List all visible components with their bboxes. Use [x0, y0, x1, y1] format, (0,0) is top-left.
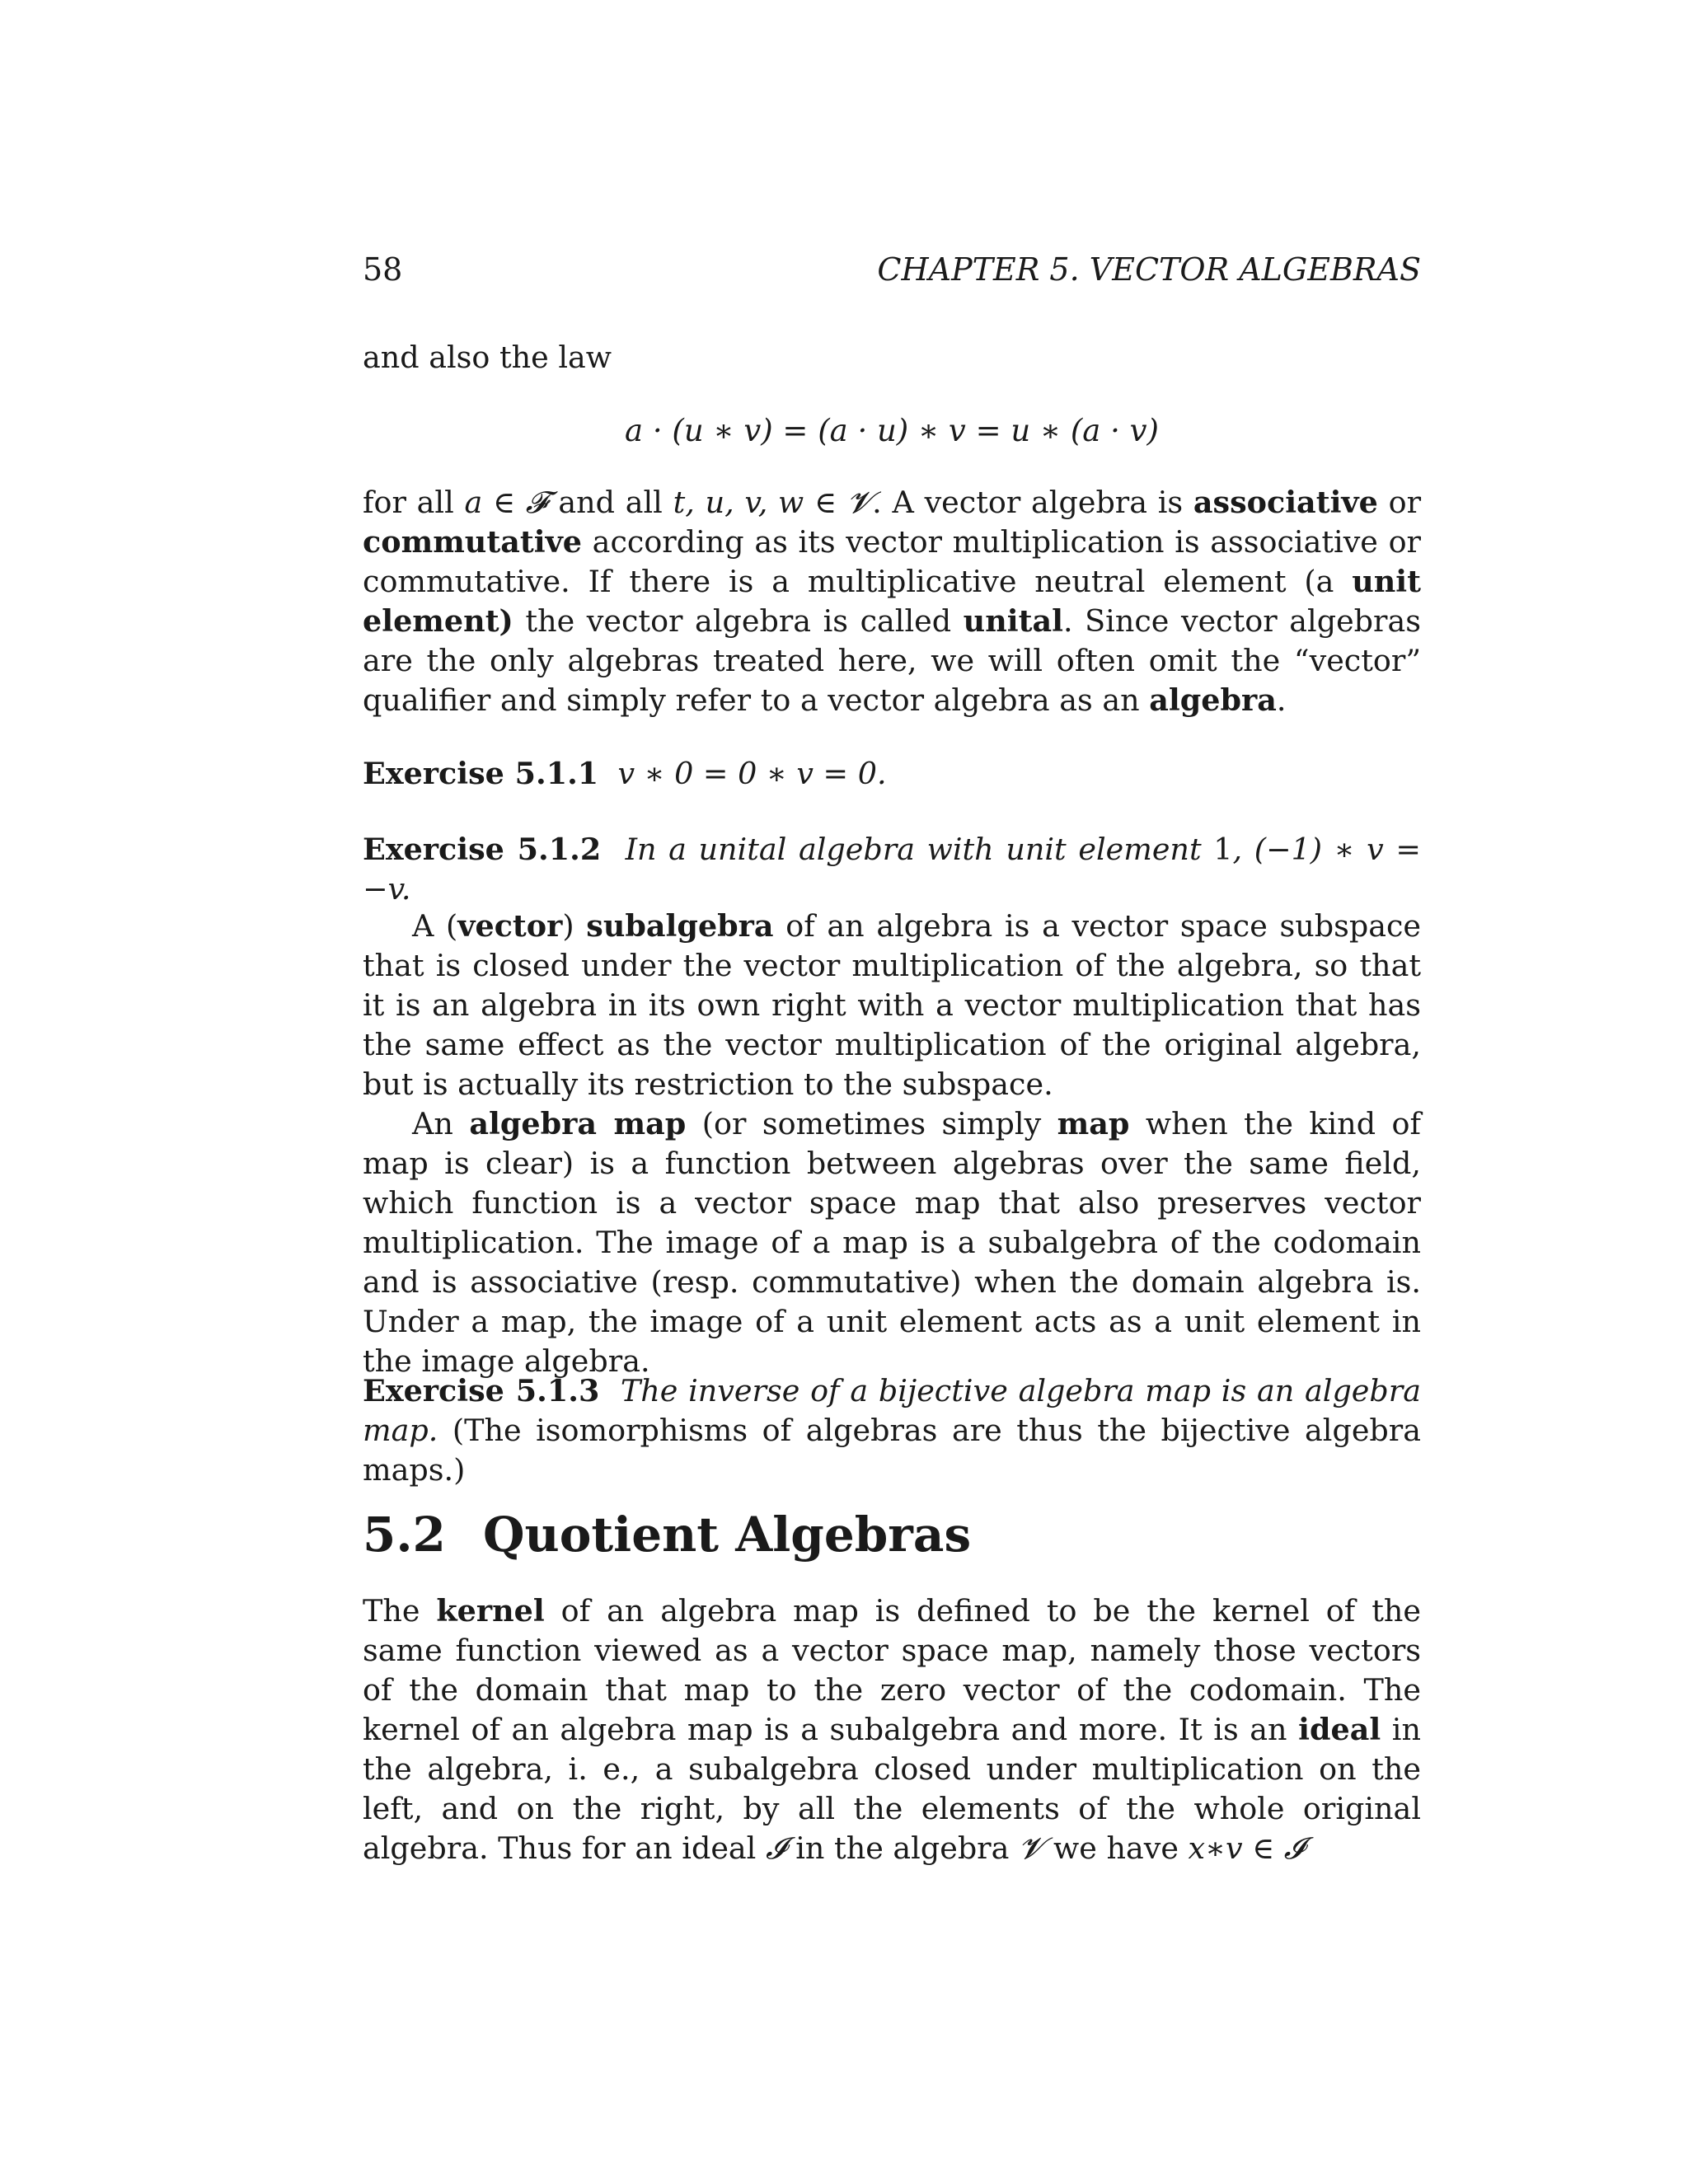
exercise-note: (The isomorphisms of algebras are thus the bijective algebra maps.)	[363, 1413, 1422, 1488]
text: . Since vector algebras are the only algebras treated here, we will often omit the “vector” qualifier and simply refer to a vector algebra as an	[363, 603, 1421, 718]
paragraph-1	[363, 483, 1421, 720]
text: of an algebra is a vector space subspace that is closed under the vector multiplication of the algebra, so that it is an algebra in its own right with a vector multiplication that has the same effect as the vector multiplication of the original algebra, but is actually its restriction to the subspace.	[363, 908, 1422, 1102]
math-one: 1	[1213, 832, 1233, 867]
page-number: 58	[363, 251, 403, 288]
term-kernel: kernel	[436, 1593, 545, 1629]
exercise-5-1-3	[363, 1371, 1421, 1490]
paragraph-3	[363, 1104, 1421, 1381]
math: 𝓥	[1019, 1830, 1044, 1866]
term-algebra: algebra	[1149, 682, 1277, 718]
math: a ∈ 𝓕	[464, 485, 548, 520]
math: x∗v ∈ 𝓘	[1188, 1830, 1305, 1866]
display-equation: a · (u ∗ v) = (a · u) ∗ v = u ∗ (a · v)	[625, 413, 1159, 448]
text: An	[412, 1106, 470, 1141]
exercise-statement-end: , (−1) ∗ v = −v.	[363, 832, 1421, 907]
text: or	[1377, 485, 1422, 520]
section-title: Quotient Algebras	[483, 1507, 972, 1563]
term-associative: associative	[1193, 485, 1378, 520]
exercise-5-1-2	[363, 830, 1421, 909]
text: The	[363, 1593, 437, 1629]
text: in the algebra	[785, 1830, 1019, 1866]
text: the vector algebra is called	[513, 603, 964, 639]
exercise-statement: In a unital algebra with unit element	[625, 832, 1214, 867]
text: in the algebra, i. e., a subalgebra closed under multiplication on the left, and on the right, by all the elements of the whole original algebra. Thus for an ideal	[363, 1712, 1421, 1866]
paragraph-2	[363, 907, 1421, 1381]
running-head	[363, 249, 1421, 290]
intro-text: and also the law	[363, 340, 612, 375]
text: )	[562, 908, 587, 944]
text: of an algebra map is defined to be the kernel of the same function viewed as a vector space map, namely those vectors of the domain that map to the zero vector of the codomain. The kernel of an algebra map is a subalgebra and more. It is an	[363, 1593, 1421, 1747]
text: for all	[363, 485, 465, 520]
exercise-label: Exercise 5.1.3	[363, 1373, 600, 1408]
term-ideal: ideal	[1298, 1712, 1381, 1747]
chapter-title: CHAPTER 5. VECTOR ALGEBRAS	[877, 251, 1421, 288]
exercise-statement: The inverse of a bijective algebra map is an algebra map.	[363, 1373, 1421, 1448]
section-number: 5.2	[363, 1507, 446, 1563]
exercise-label: Exercise 5.1.2	[363, 832, 602, 867]
term-subalgebra: subalgebra	[586, 908, 774, 944]
term-map: map	[1057, 1106, 1130, 1141]
text: and all	[547, 485, 673, 520]
text: . A vector algebra is	[872, 485, 1193, 520]
text: when the kind of map is clear) is a function between algebras over the same field, which function is a vector space map that also preserves vector multiplication. The image of a map is a subalgebra of the codomain and is associative (resp. commutative) when the domain algebra is. Under a map, the image of a unit element acts as a unit element in the image algebra.	[363, 1106, 1421, 1379]
exercise-statement: v ∗ 0 = 0 ∗ v = 0.	[617, 756, 887, 791]
text: (or sometimes simply	[686, 1106, 1057, 1141]
paragraph-4	[363, 1591, 1421, 1868]
math: 𝓘	[765, 1830, 786, 1866]
term-unit-element: unit element)	[363, 564, 1421, 639]
term-vector: vector	[457, 908, 563, 944]
term-algebra-map: algebra map	[469, 1106, 687, 1141]
exercise-5-1-1	[363, 754, 1421, 794]
text: we have	[1043, 1830, 1189, 1866]
math: t, u, v, w ∈ 𝓥	[673, 485, 873, 520]
text: A (	[412, 908, 458, 944]
term-unital: unital	[963, 603, 1063, 639]
text: .	[1276, 682, 1287, 718]
intro-line	[363, 338, 1421, 377]
exercise-label: Exercise 5.1.1	[363, 756, 599, 791]
term-commutative: commutative	[363, 524, 583, 560]
section-heading	[363, 1505, 1421, 1564]
text: according as its vector multiplication is associative or commutative. If there is a multiplicative neutral element (a	[363, 524, 1421, 599]
